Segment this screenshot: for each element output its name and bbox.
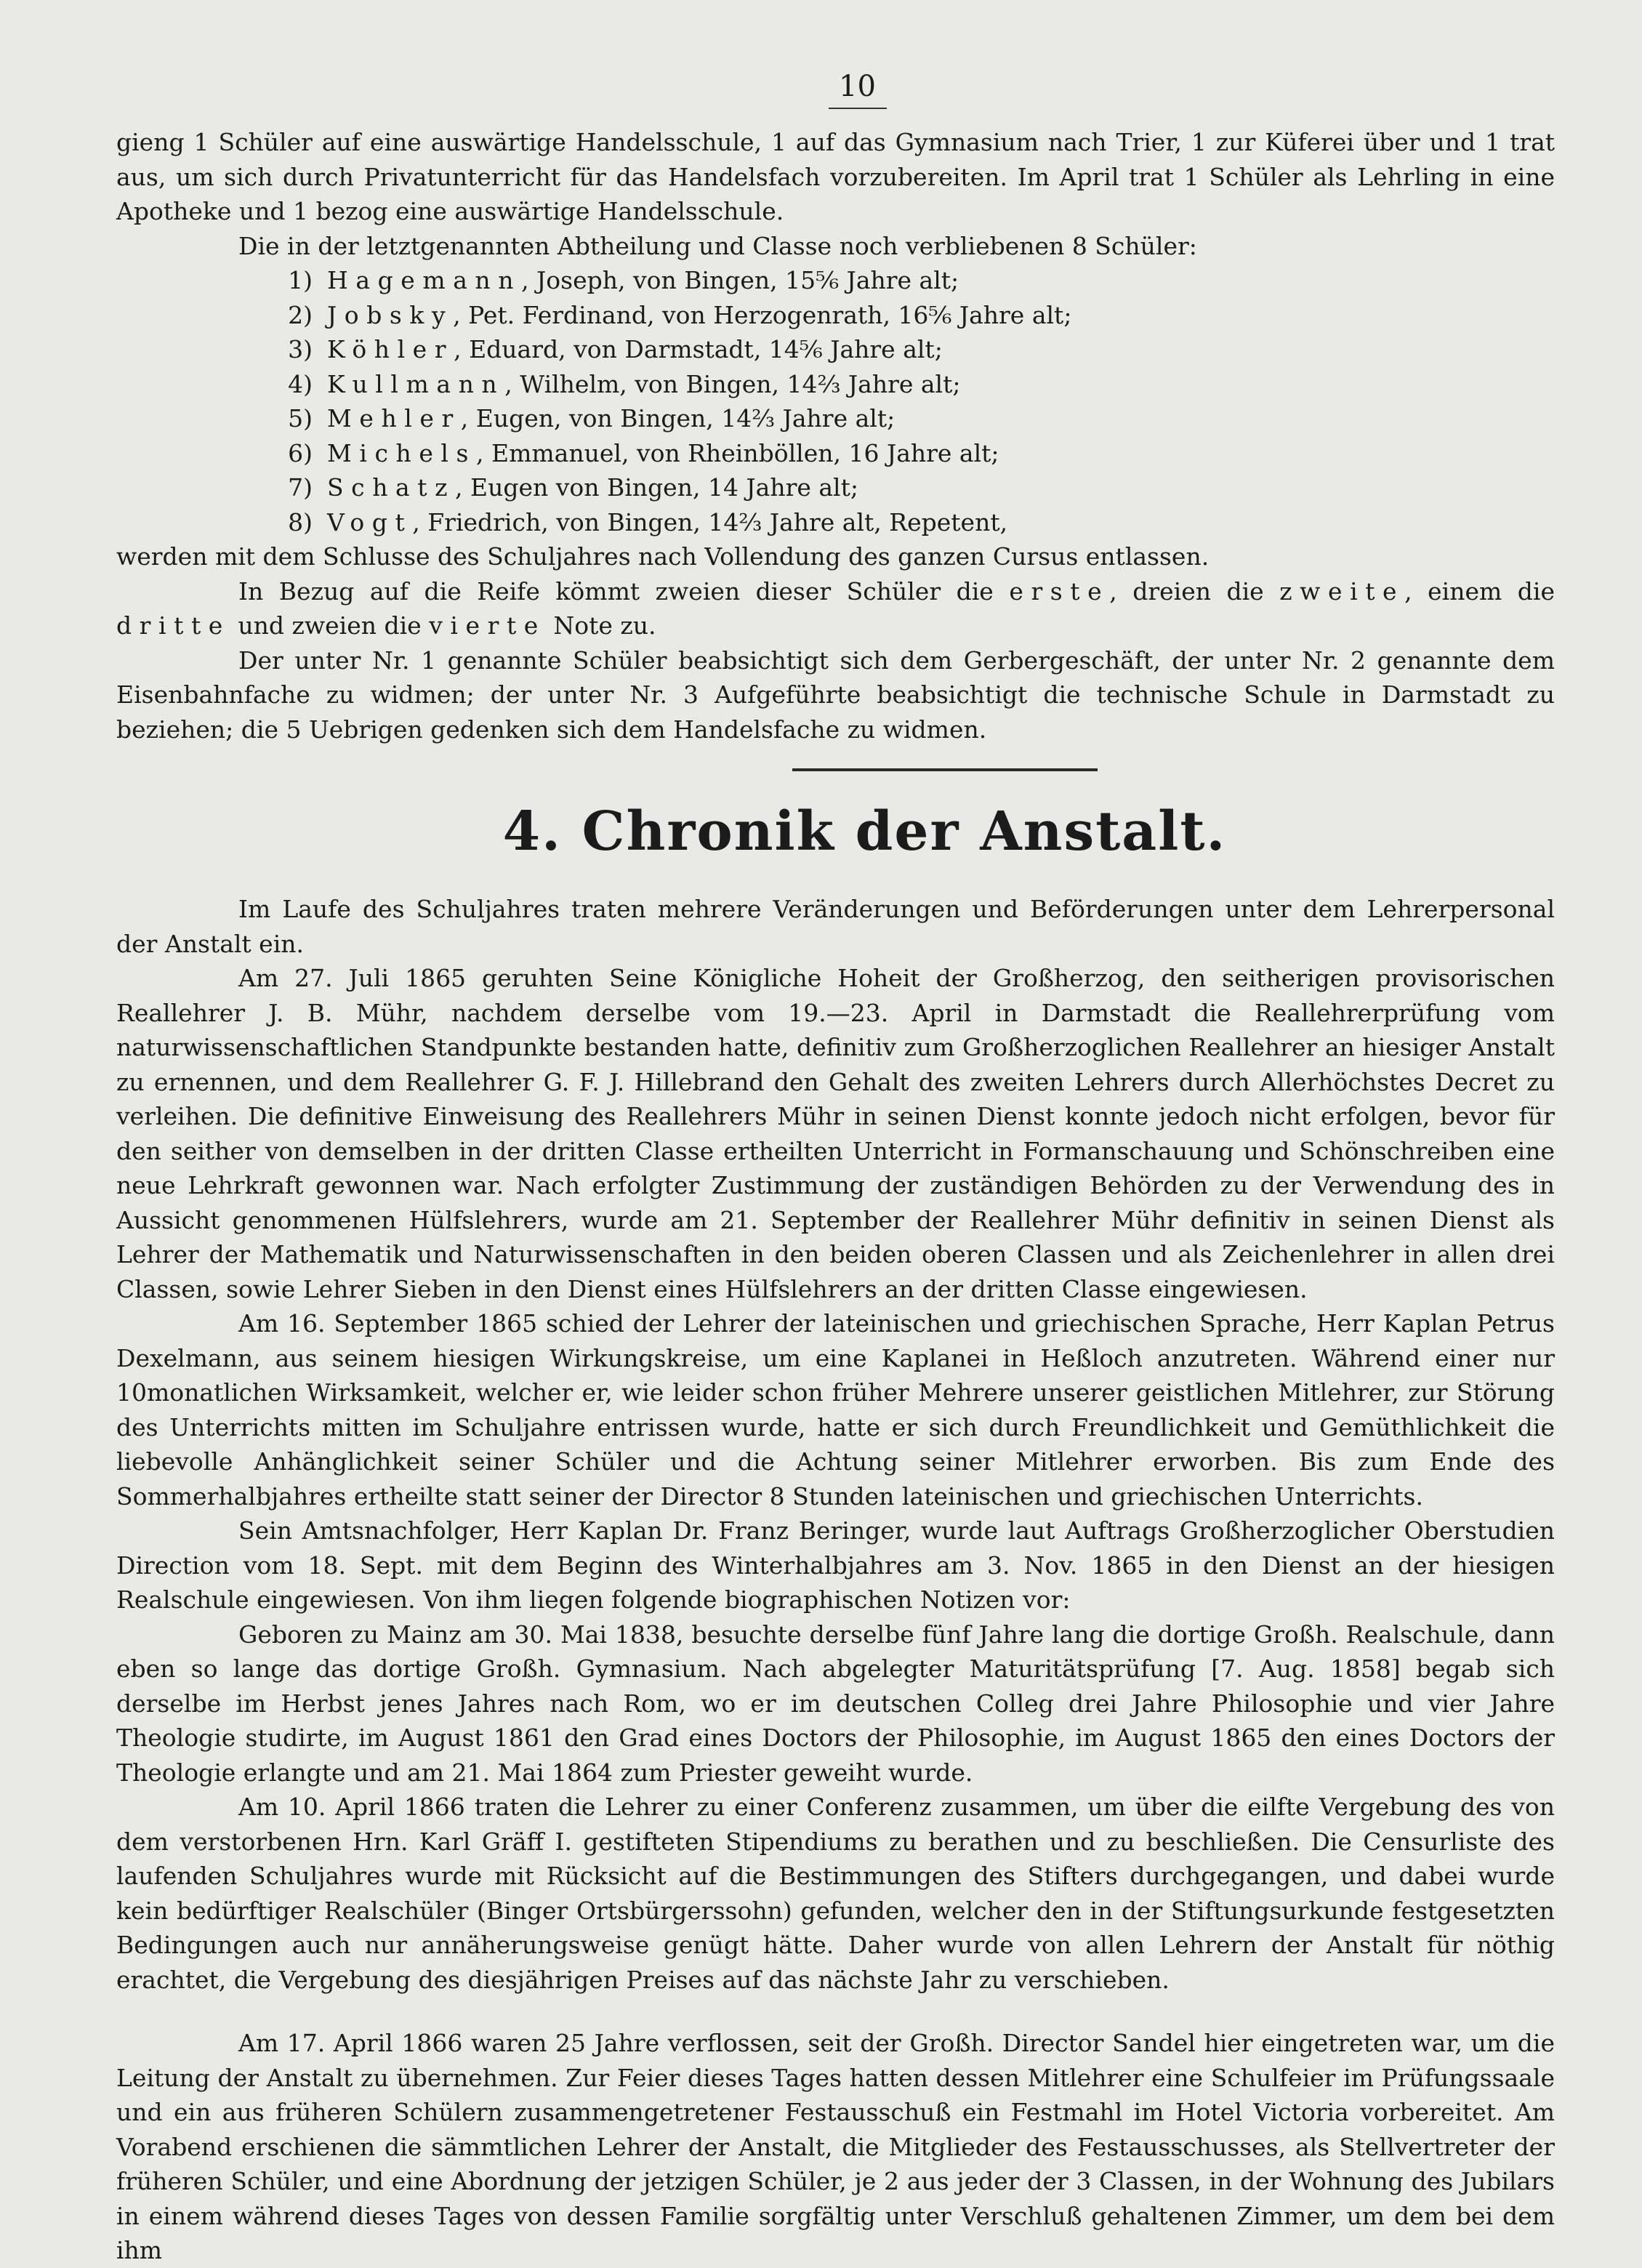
list-item: 8) Vogt, Friedrich, von Bingen, 14²⁄₃ Jahre alt, Repetent,: [288, 507, 1008, 536]
section-heading: 4. Chronik der Anstalt.: [502, 800, 1227, 863]
list-item: 3) Köhler, Eduard, von Darmstadt, 14⁵⁄₆ Jahre alt;: [288, 335, 943, 363]
list-item: 1) Hagemann, Joseph, von Bingen, 15⁵⁄₆ Jahre alt;: [288, 266, 959, 294]
list-item: 5) Mehler, Eugen, von Bingen, 14²⁄₃ Jahre alt;: [288, 404, 896, 433]
chronik-paragraph: Am 17. April 1866 waren 25 Jahre verflossen, seit der Großh. Director Sandel hier eingetreten war, um die Leitung der Anstalt zu übernehmen. Zur Feier dieses Tages hatten dessen Mitlehrer eine Schulfeier im Prüfungssaale und ein aus früheren Schülern zusammengetretener Festausschuß ein Festmahl im Hotel Victoria vorbereitet. Am Vorabend erschienen die sämmtlichen Lehrer der Anstalt, die Mitglieder des Festausschusses, als Stellvertreter der früheren Schüler, und eine Abordnung der jetzigen Schüler, je 2 aus jeder der 3 Classen, in der Wohnung des Jubilars in einem während dieses Tages von dessen Familie sorgfältig unter Verschluß gehaltenen Zimmer, um dem bei dem ihm: [116, 2029, 1555, 2264]
chronik-paragraph: Im Laufe des Schuljahres traten mehrere Veränderungen und Beförderungen unter dem Lehrerpersonal der Anstalt ein.: [116, 895, 1555, 958]
list-item: 4) Kullmann, Wilhelm, von Bingen, 14²⁄₃ Jahre alt;: [288, 369, 961, 398]
chronik-paragraph: Am 27. Juli 1865 geruhten Seine Königliche Hoheit der Großherzog, den seitherigen provisorischen Reallehrer J. B. Mühr, nachdem derselbe vom 19.—23. April in Darmstadt die Reallehrerprüfung vom naturwissenschaftlichen Standpunkte bestanden hatte, definitiv zum Großherzoglichen Reallehrer an hiesiger Anstalt zu ernennen, und dem Reallehrer G. F. J. Hillebrand den Gehalt des zweiten Lehrers durch Allerhöchstes Decret zu verleihen. Die definitive Einweisung des Reallehrers Mühr in seinen Dienst konnte jedoch nicht erfolgen, bevor für den seither von demselben in der dritten Classe ertheilten Unterricht in Formanschauung und Schönschreiben eine neue Lehrkraft gewonnen war. Nach erfolgter Zustimmung der zuständigen Behörden zu der Verwendung des in Aussicht genommenen Hülfslehrers, wurde am 21. September der Reallehrer Mühr definitiv in seinen Dienst als Lehrer der Mathematik und Naturwissenschaften in den beiden oberen Classen und als Zeichenlehrer in allen drei Classen, sowie Lehrer Sieben in den Dienst eines Hülfslehrers an der dritten Classe eingewiesen.: [116, 964, 1555, 1303]
maturity-notes-paragraph: In Bezug auf die Reife kömmt zweien dieser Schüler die erste, dreien die zweite, einem die dritte und zweien die vierte Note zu.: [116, 576, 1555, 640]
page-number: 10: [829, 70, 887, 109]
list-item: 2) Jobsky, Pet. Ferdinand, von Herzogenrath, 16⁵⁄₆ Jahre alt;: [288, 300, 1072, 329]
intro-paragraph: gieng 1 Schüler auf eine auswärtige Handelsschule, 1 auf das Gymnasium nach Trier, 1 zur Küferei über und 1 trat aus, um sich durch Privatunterricht für das Handelsfach vorzubereiten. Im April trat 1 Schüler als Lehrling in eine Apotheke und 1 bezog eine auswärtige Handelsschule.: [116, 128, 1555, 225]
chronik-paragraph: Am 10. April 1866 traten die Lehrer zu einer Conferenz zusammen, um über die eilfte Vergebung des von dem verstorbenen Hrn. Karl Gräff I. gestifteten Stipendiums zu berathen und zu beschließen. Die Censurliste des laufenden Schuljahres wurde mit Rücksicht auf die Bestimmungen des Stifters durchgegangen, und dabei wurde kein bedürftiger Realschüler (Binger Ortsbürgerssohn) gefunden, welcher den in der Stiftungsurkunde festgesetzten Bedingungen auch nur annäherungsweise genügt hätte. Daher wurde von allen Lehrern der Anstalt für nöthig erachtet, die Vergebung des diesjährigen Preises auf das nächste Jahr zu verschieben.: [116, 1793, 1555, 1994]
career-plans-paragraph: Der unter Nr. 1 genannte Schüler beabsichtigt sich dem Gerbergeschäft, der unter Nr. 2 genannte dem Eisenbahnfache zu widmen; der unter Nr. 3 Aufgeführte beabsichtigt die technische Schule in Darmstadt zu beziehen; die 5 Uebrigen gedenken sich dem Handelsfache zu widmen.: [116, 646, 1555, 744]
remaining-students-intro: Die in der letztgenannten Abtheilung und Classe noch verbliebenen 8 Schüler:: [238, 231, 1197, 260]
student-list: [116, 263, 1555, 539]
list-item: 7) Schatz, Eugen von Bingen, 14 Jahre alt;: [288, 473, 858, 502]
chronik-paragraph: Sein Amtsnachfolger, Herr Kaplan Dr. Franz Beringer, wurde laut Auftrags Großherzoglicher Oberstudien Direction vom 18. Sept. mit dem Beginn des Winterhalbjahres am 3. Nov. 1865 in den Dienst an der hiesigen Realschule eingewiesen. Von ihm liegen folgende biographischen Notizen vor:: [116, 1516, 1555, 1614]
section-divider: [792, 768, 1098, 771]
list-item: 6) Michels, Emmanuel, von Rheinböllen, 16 Jahre alt;: [288, 438, 999, 467]
chronik-paragraph: Geboren zu Mainz am 30. Mai 1838, besuchte derselbe fünf Jahre lang die dortige Großh. Realschule, dann eben so lange das dortige Großh. Gymnasium. Nach abgelegter Maturitätsprüfung [7. Aug. 1858] begab sich derselbe im Herbst jenes Jahres nach Rom, wo er im deutschen Colleg drei Jahre Philosophie und vier Jahre Theologie studirte, im August 1861 den Grad eines Doctors der Philosophie, im August 1865 den eines Doctors der Theologie erlangte und am 21. Mai 1864 zum Priester geweiht wurde.: [116, 1620, 1555, 1787]
chronik-paragraph: Am 16. September 1865 schied der Lehrer der lateinischen und griechischen Sprache, Herr Kaplan Petrus Dexelmann, aus seinem hiesigen Wirkungskreise, um eine Kaplanei in Heßloch anzutreten. Während einer nur 10monatlichen Wirksamkeit, welcher er, wie leider schon früher Mehrere unserer geistlichen Mitlehrer, zur Störung des Unterrichts mitten im Schuljahre entrissen wurde, hatte er sich durch Freundlichkeit und Gemüthlichkeit die liebevolle Anhänglichkeit seiner Schüler und die Achtung seiner Mitlehrer erworben. Bis zum Ende des Sommerhalbjahres ertheilte statt seiner der Director 8 Stunden lateinischen und griechischen Unterrichts.: [116, 1309, 1555, 1511]
students-end: werden mit dem Schlusse des Schuljahres nach Vollendung des ganzen Cursus entlassen.: [116, 542, 1210, 571]
